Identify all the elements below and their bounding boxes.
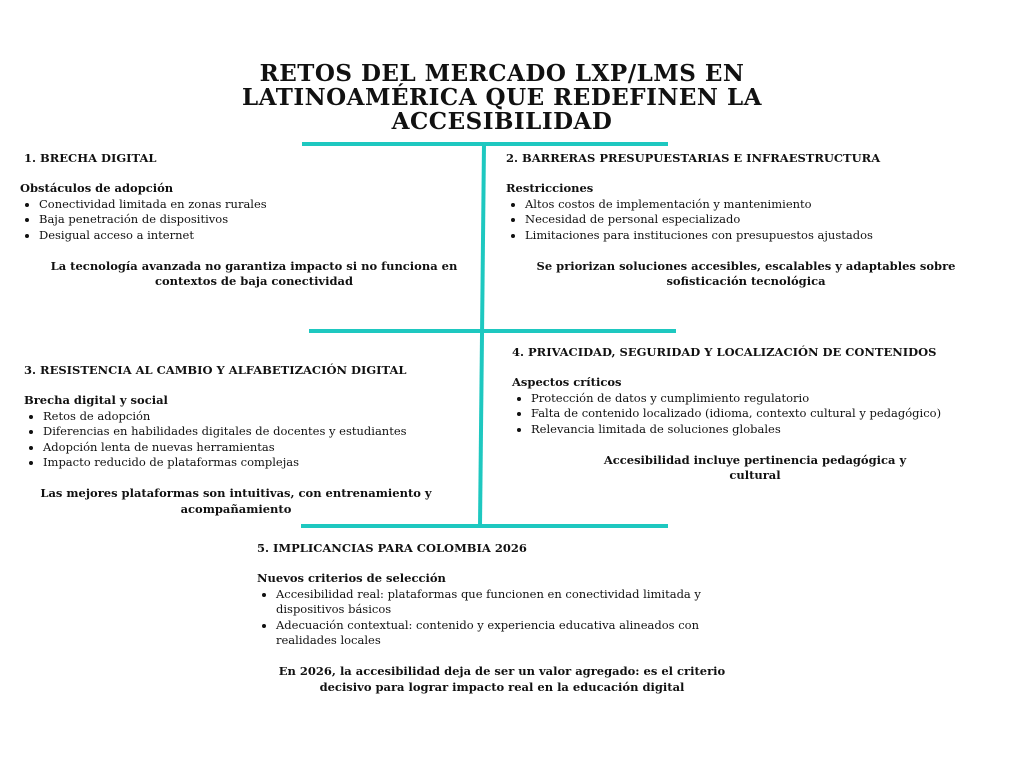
- bottom-horizontal-line: [301, 524, 668, 528]
- section-privacidad-seguridad: [512, 345, 992, 484]
- list-item: • Baja penetración de dispositivos: [39, 212, 482, 227]
- list-item: • Adecuación contextual: contenido y experiencia educativa alineados con realidades locales: [276, 618, 716, 649]
- middle-horizontal-line: [309, 329, 676, 333]
- list-item: • Limitaciones para instituciones con presupuestos ajustados: [525, 228, 996, 243]
- section-list: [506, 197, 996, 243]
- section-brecha-digital: [20, 151, 482, 290]
- section-heading: 4. PRIVACIDAD, SEGURIDAD Y LOCALIZACIÓN DE CONTENIDOS: [512, 345, 937, 359]
- section-heading: 5. IMPLICANCIAS PARA COLOMBIA 2026: [257, 541, 527, 555]
- list-item: • Conectividad limitada en zonas rurales: [39, 197, 482, 212]
- section-conclusion: Accesibilidad incluye pertinencia pedagógica y cultural: [603, 453, 907, 483]
- list-item: • Altos costos de implementación y mantenimiento: [525, 197, 996, 212]
- list-item: • Desigual acceso a internet: [39, 228, 482, 243]
- section-conclusion: Las mejores plataformas son intuitivas, con entrenamiento y acompañamiento: [40, 486, 432, 516]
- section-conclusion: Se priorizan soluciones accesibles, escalables y adaptables sobre sofisticación tecnológica: [536, 259, 956, 289]
- list-item: • Falta de contenido localizado (idioma, contexto cultural y pedagógico): [531, 406, 992, 421]
- list-item: • Protección de datos y cumplimiento regulatorio: [531, 391, 992, 406]
- list-item: • Impacto reducido de plataformas complejas: [43, 455, 484, 470]
- section-subheading: Restricciones: [506, 181, 594, 196]
- section-barreras-presupuestarias: [506, 151, 996, 290]
- section-subheading: Obstáculos de adopción: [20, 181, 174, 196]
- section-heading: 2. BARRERAS PRESUPUESTARIAS E INFRAESTRUCTURA: [506, 151, 881, 165]
- list-item: • Relevancia limitada de soluciones globales: [531, 422, 992, 437]
- section-conclusion: La tecnología avanzada no garantiza impacto si no funciona en contextos de baja conectividad: [50, 259, 458, 289]
- section-list: [24, 409, 484, 471]
- section-heading: 1. BRECHA DIGITAL: [24, 151, 157, 165]
- section-conclusion: En 2026, la accesibilidad deja de ser un valor agregado: es el criterio decisivo para lograr impacto real en la educación digital: [278, 664, 726, 694]
- section-resistencia-al-cambio: [24, 363, 484, 517]
- section-subheading: Brecha digital y social: [24, 393, 168, 408]
- section-subheading: Nuevos criterios de selección: [257, 571, 446, 586]
- list-item: • Accesibilidad real: plataformas que funcionen en conectividad limitada y dispositivos básicos: [276, 587, 716, 618]
- list-item: • Diferencias en habilidades digitales de docentes y estudiantes: [43, 424, 484, 439]
- list-item: • Necesidad de personal especializado: [525, 212, 996, 227]
- section-heading: 3. RESISTENCIA AL CAMBIO Y ALFABETIZACIÓN DIGITAL: [24, 363, 407, 377]
- list-item: • Adopción lenta de nuevas herramientas: [43, 440, 484, 455]
- section-list: [257, 587, 716, 649]
- list-item: • Retos de adopción: [43, 409, 484, 424]
- section-list: [20, 197, 482, 243]
- section-subheading: Aspectos críticos: [512, 375, 622, 390]
- section-list: [512, 391, 992, 437]
- section-implicancias-colombia: [257, 541, 757, 695]
- page-title: RETOS DEL MERCADO LXP/LMS EN LATINOAMÉRICA QUE REDEFINEN LA ACCESIBILIDAD: [241, 60, 762, 135]
